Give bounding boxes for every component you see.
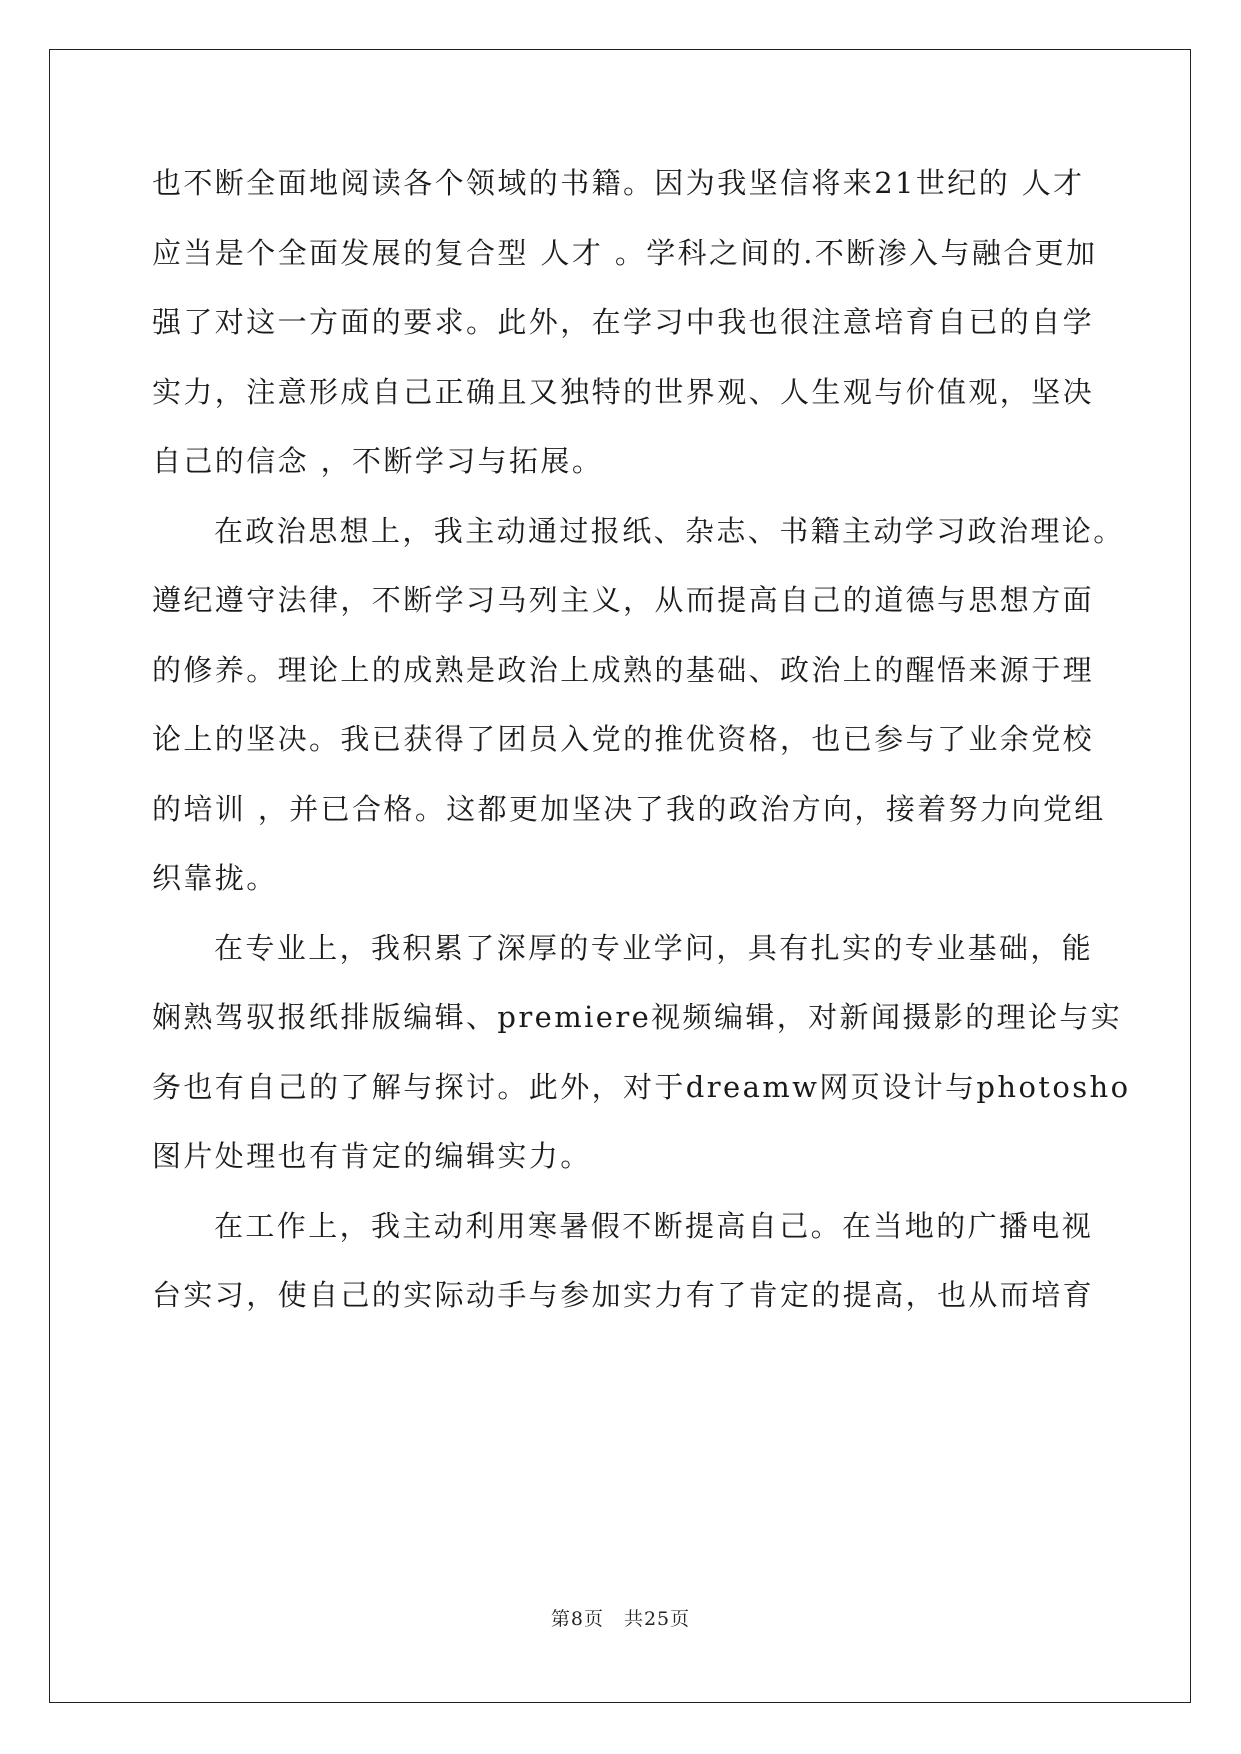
text-line: 台实习，使自己的实际动手与参加实力有了肯定的提高，也从而培育	[152, 1278, 1095, 1312]
text-line: 遵纪遵守法律，不断学习马列主义，从而提高自己的道德与思想方面	[152, 583, 1095, 617]
text-line: 娴熟驾驭报纸排版编辑、premiere视频编辑，对新闻摄影的理论与实	[152, 1000, 1123, 1034]
text-line: 的培训 ，并已合格。这都更加坚决了我的政治方向，接着努力向党组	[152, 791, 1106, 826]
text-line: 图片处理也有肯定的编辑实力。	[152, 1139, 592, 1173]
paragraph-start-line: 在工作上，我主动利用寒暑假不断提高自己。在当地的广播电视	[214, 1208, 1094, 1243]
text-line: 也不断全面地阅读各个领域的书籍。因为我坚信将来21世纪的 人才	[152, 166, 1085, 200]
text-line: 实力，注意形成自己正确且又独特的世界观、人生观与价值观，坚决	[152, 374, 1095, 409]
text-line: 应当是个全面发展的复合型 人才 。学科之间的.不断渗入与融合更加	[152, 235, 1098, 270]
text-line: 务也有自己的了解与探讨。此外，对于dreamw网页设计与photosho	[152, 1069, 1131, 1104]
text-line: 自己的信念 ，不断学习与拓展。	[152, 444, 604, 478]
paragraph-start-line: 在专业上，我积累了深厚的专业学问，具有扎实的专业基础，能	[214, 930, 1094, 965]
document-body	[152, 158, 1131, 1340]
text-line: 论上的坚决。我已获得了团员入党的推优资格，也已参与了业余党校	[152, 722, 1095, 756]
page-number-footer	[0, 1604, 1241, 1631]
text-line: 织靠拢。	[152, 861, 278, 895]
text-line: 的修养。理论上的成熟是政治上成熟的基础、政治上的醒悟来源于理	[152, 652, 1095, 687]
text-line: 强了对这一方面的要求。此外，在学习中我也很注意培育自已的自学	[152, 305, 1095, 339]
paragraph-start-line: 在政治思想上，我主动通过报纸、杂志、书籍主动学习政治理论。	[214, 513, 1125, 548]
page-number-label: 第8页 共25页	[550, 1608, 691, 1630]
